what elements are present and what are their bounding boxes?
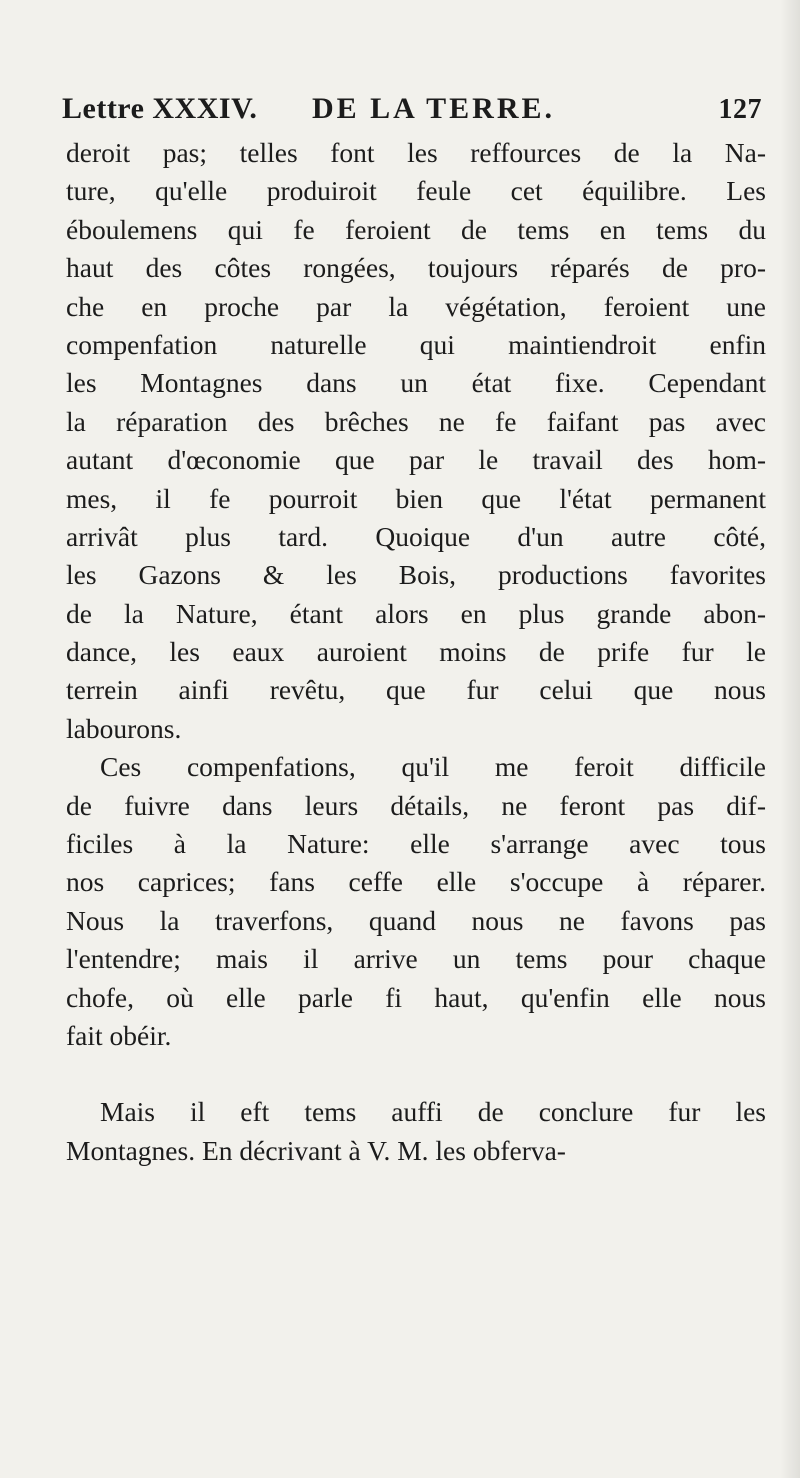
text-line: de la Nature, étant alors en plus grande abon- bbox=[66, 597, 766, 629]
text-line: nos caprices; fans ceffe elle s'occupe à réparer. bbox=[66, 866, 766, 898]
text-line: l'entendre; mais il arrive un tems pour chaque bbox=[66, 943, 766, 975]
text-line: de fuivre dans leurs détails, ne feront pas dif- bbox=[66, 789, 766, 821]
text-line: ture, qu'elle produiroit feule cet équilibre. Les bbox=[66, 175, 766, 207]
running-head bbox=[62, 92, 762, 132]
text-line: labourons. bbox=[66, 712, 182, 744]
page-edge-shadow bbox=[780, 0, 800, 1478]
text-line: Nous la traverfons, quand nous ne favons pas bbox=[66, 904, 766, 936]
body-text bbox=[66, 134, 766, 1170]
paragraph-2 bbox=[66, 748, 766, 1055]
text-line: autant d'œconomie que par le travail des hom- bbox=[66, 444, 766, 476]
text-line: deroit pas; telles font les reffources de la Na- bbox=[66, 137, 766, 168]
text-line: fait obéir. bbox=[66, 1019, 172, 1051]
text-line: les Montagnes dans un état fixe. Cependant bbox=[66, 367, 766, 399]
paragraph-gap bbox=[66, 1055, 766, 1093]
text-line: chofe, où elle parle fi haut, qu'enfin elle nous bbox=[66, 981, 766, 1013]
paragraph-3 bbox=[66, 1093, 766, 1170]
page-number: 127 bbox=[718, 94, 762, 125]
text-line: la réparation des brêches ne fe faifant pas avec bbox=[66, 405, 766, 437]
text-line: éboulemens qui fe feroient de tems en tems du bbox=[66, 213, 766, 245]
text-line: arrivât plus tard. Quoique d'un autre côté, bbox=[66, 520, 766, 552]
text-line: terrein ainfi revêtu, que fur celui que nous bbox=[66, 674, 766, 706]
text-line: che en proche par la végétation, feroient une bbox=[66, 290, 766, 322]
text-line: les Gazons & les Bois, productions favorites bbox=[66, 559, 766, 591]
text-line: mes, il fe pourroit bien que l'état permanent bbox=[66, 482, 766, 514]
paragraph-1 bbox=[66, 134, 766, 748]
text-line: Ces compenfations, qu'il me feroit difficile bbox=[100, 751, 766, 783]
running-head-title: DE LA TERRE. bbox=[312, 92, 556, 125]
text-line: Montagnes. En décrivant à V. M. les obferva- bbox=[66, 1134, 566, 1166]
text-line: dance, les eaux auroient moins de prife fur le bbox=[66, 636, 766, 668]
text-line: haut des côtes rongées, toujours réparés de pro- bbox=[66, 252, 766, 284]
text-line: compenfation naturelle qui maintiendroit enfin bbox=[66, 328, 766, 360]
running-head-letter: Lettre XXXIV. bbox=[62, 92, 258, 125]
text-line: ficiles à la Nature: elle s'arrange avec tous bbox=[66, 828, 766, 860]
text-line: Mais il eft tems auffi de conclure fur les bbox=[100, 1096, 766, 1128]
